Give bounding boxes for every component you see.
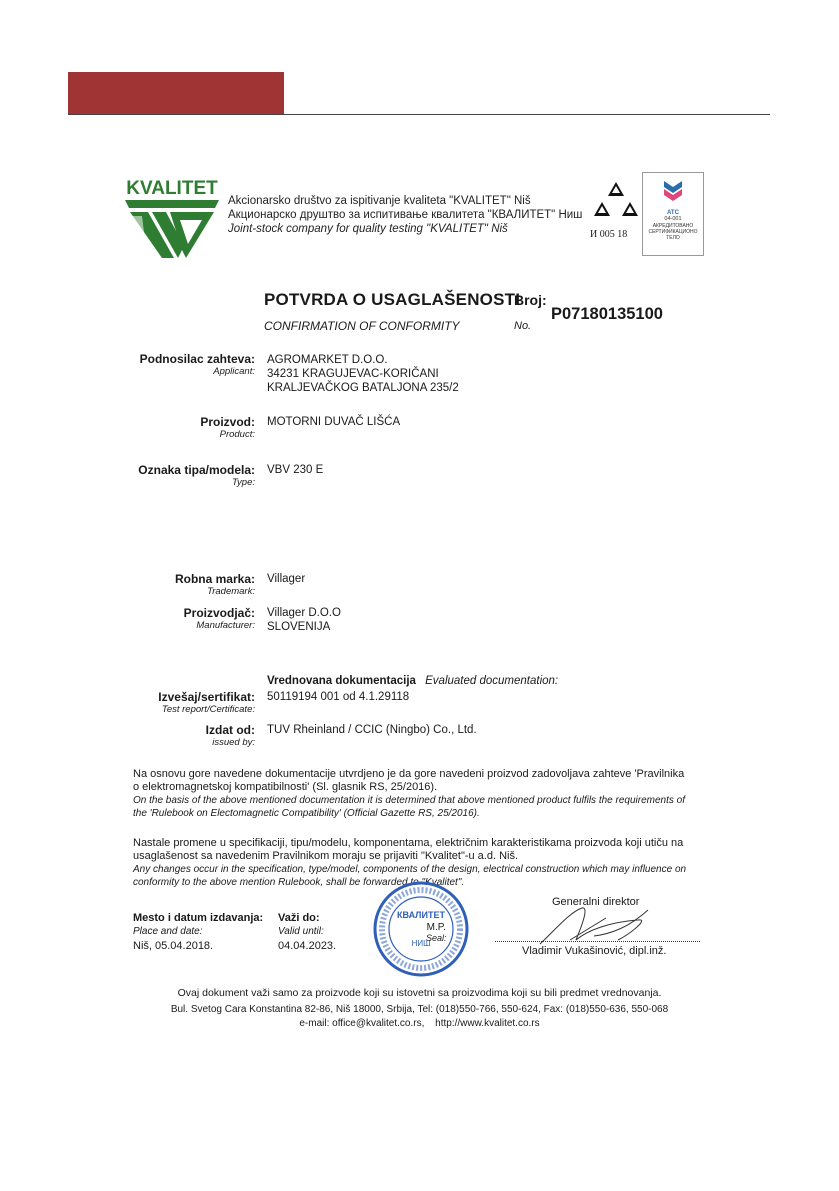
- triangle-mark-icon: [590, 180, 642, 222]
- kvalitet-logo: [122, 172, 222, 262]
- statement-line: o elektromagnetskoj kompatibilnosti' (Sl. glasnik RS, 25/2016).: [133, 781, 438, 793]
- manufacturer-line: SLOVENIJA: [267, 621, 331, 633]
- place-and-date: [133, 911, 263, 953]
- changes-line-english: Any changes occur in the specification, type/model, components of the design, electrical construction which may influence on: [133, 864, 687, 875]
- report-label-sr: Izvešaj/sertifikat:: [158, 690, 255, 704]
- company-name-cyrillic: Акционарско друштво за испитивање квалитета "КВАЛИТЕТ" Ниш: [228, 209, 583, 221]
- mp-label: M.P.: [426, 922, 446, 933]
- signature: [510, 900, 670, 950]
- seal-label: [426, 922, 447, 943]
- official-stamp: [372, 880, 470, 978]
- company-name: [228, 194, 582, 236]
- type-label-en: Type:: [231, 477, 255, 488]
- type-value: VBV 230 E: [267, 464, 324, 476]
- company-name-latin: Akcionarsko društvo za ispitivanje kvaliteta "KVALITET" Niš: [228, 195, 531, 207]
- document-title: POTVRDA O USAGLAŠENOSTI: [264, 290, 521, 309]
- director-title: Generalni direktor: [552, 896, 640, 908]
- validity-note: Ovaj dokument važi samo za proizvode koji su istovetni sa proizvodima koji su bili predmet vrednovanja.: [177, 987, 662, 999]
- website-link[interactable]: http://www.kvalitet.co.rs: [435, 1018, 540, 1029]
- valid-label-english: Valid until:: [278, 926, 324, 937]
- type-label-sr: Oznaka tipa/modela:: [138, 463, 255, 477]
- statement-line-english: the 'Rulebook on Electomagnetic Compatibility' (Official Gazette RS, 25/2016).: [133, 808, 480, 819]
- header-rule: [68, 114, 770, 115]
- applicant-value: [267, 353, 459, 395]
- footer-address: Bul. Svetog Cara Konstantina 82-86, Niš 18000, Srbija, Tel: (018)550-766, 550-624, Fax: (018)550-636, 550-068: [170, 1004, 669, 1015]
- footer-contacts: [0, 1018, 839, 1029]
- place-label: Mesto i datum izdavanja:: [133, 912, 264, 924]
- product-label-en: Product:: [219, 429, 255, 440]
- ats-code: 04-001: [664, 216, 682, 222]
- number-label: Broj:: [514, 292, 547, 308]
- documentation-heading-en: Evaluated documentation:: [425, 675, 559, 687]
- trademark-label-sr: Robna marka:: [174, 572, 255, 586]
- conformity-statement: [133, 768, 685, 820]
- valid-value: 04.04.2023.: [278, 940, 337, 952]
- manufacturer-label: [184, 606, 255, 631]
- documentation-heading: [267, 674, 558, 688]
- valid-until: [278, 911, 336, 953]
- report-value: 50119194 001 od 4.1.29118: [267, 691, 410, 703]
- ats-badge: [642, 172, 704, 256]
- applicant-line: 34231 KRAGUJEVAC-KORIČANI: [267, 368, 439, 380]
- place-value: Niš, 05.04.2018.: [133, 940, 214, 952]
- issued-label-sr: Izdat od:: [205, 723, 255, 737]
- document-title-english: CONFIRMATION OF CONFORMITY: [264, 319, 460, 333]
- statement-line-english: On the basis of the above mentioned documentation it is determined that above mentioned product fulfils the requirements of: [133, 795, 685, 806]
- report-label: [158, 690, 255, 715]
- changes-line-english: conformity to the above mention Rulebook, shall be forwarded to "Kvalitet".: [133, 877, 465, 888]
- manufacturer-value: [267, 606, 341, 634]
- manufacturer-label-en: Manufacturer:: [196, 620, 255, 631]
- type-label: [138, 463, 255, 488]
- manufacturer-label-sr: Proizvodjač:: [183, 606, 255, 620]
- issued-label-en: issued by:: [212, 737, 255, 748]
- ats-label: ATC: [667, 210, 679, 216]
- ats-logo-icon: [658, 177, 688, 205]
- email-link[interactable]: office@kvalitet.co.rs,: [332, 1018, 425, 1029]
- logo-text: KVALITET: [126, 178, 218, 199]
- conformity-mark: [590, 180, 642, 240]
- report-label-en: Test report/Certificate:: [161, 704, 255, 715]
- product-label-sr: Proizvod:: [200, 415, 255, 429]
- applicant-label: [140, 352, 255, 377]
- company-name-english: Joint-stock company for quality testing "KVALITET" Niš: [228, 223, 508, 235]
- number-label-english: No.: [514, 320, 532, 332]
- seal-label-english: Seal:: [426, 933, 447, 943]
- place-label-english: Place and date:: [133, 926, 203, 937]
- issued-label: [206, 723, 255, 748]
- changes-line: Nastale promene u specifikaciji, tipu/modelu, komponentama, električnim karakteristikama proizvoda koji utiču na: [133, 837, 684, 849]
- valid-label: Važi do:: [278, 912, 320, 924]
- stamp-text: КВАЛИТЕТ: [397, 910, 445, 920]
- documentation-heading-sr: Vrednovana dokumentacija: [267, 675, 416, 687]
- changes-line: usaglašenost sa navedenim Pravilnikom moraju se prijaviti "Kvalitet"-u a.d. Niš.: [133, 850, 519, 862]
- issued-value: TUV Rheinland / CCIC (Ningbo) Co., Ltd.: [267, 724, 477, 736]
- trademark-label-en: Trademark:: [207, 586, 255, 597]
- applicant-line: AGROMARKET D.O.O.: [267, 354, 388, 366]
- conformity-code: И 005 18: [590, 229, 628, 240]
- trademark-label: [175, 572, 255, 597]
- email-label: e-mail:: [299, 1018, 330, 1029]
- applicant-label-en: Applicant:: [213, 366, 255, 377]
- statement-line: Na osnovu gore navedene dokumentacije utvrdjeno je da gore navedeni proizvod zadovoljava zahteve 'Pravilnika: [133, 768, 685, 780]
- signature-line: [495, 941, 700, 942]
- product-label: [200, 415, 255, 440]
- product-value: MOTORNI DUVAČ LIŠĆA: [267, 416, 401, 428]
- stamp-city: НИШ: [411, 939, 431, 948]
- applicant-line: KRALJEVAČKOG BATALJONA 235/2: [267, 382, 459, 394]
- manufacturer-line: Villager D.O.O: [267, 607, 341, 619]
- header-accent-bar: [68, 72, 284, 114]
- applicant-label-sr: Podnosilac zahteva:: [139, 352, 255, 366]
- director-name: Vladimir Vukašinović, dipl.inž.: [522, 945, 667, 957]
- ats-text: АКРЕДИТОВАНО СЕРТИФИКАЦИОНО ТЕЛО: [648, 223, 698, 241]
- trademark-value: Villager: [267, 573, 306, 585]
- certificate-number: P07180135100: [551, 305, 663, 323]
